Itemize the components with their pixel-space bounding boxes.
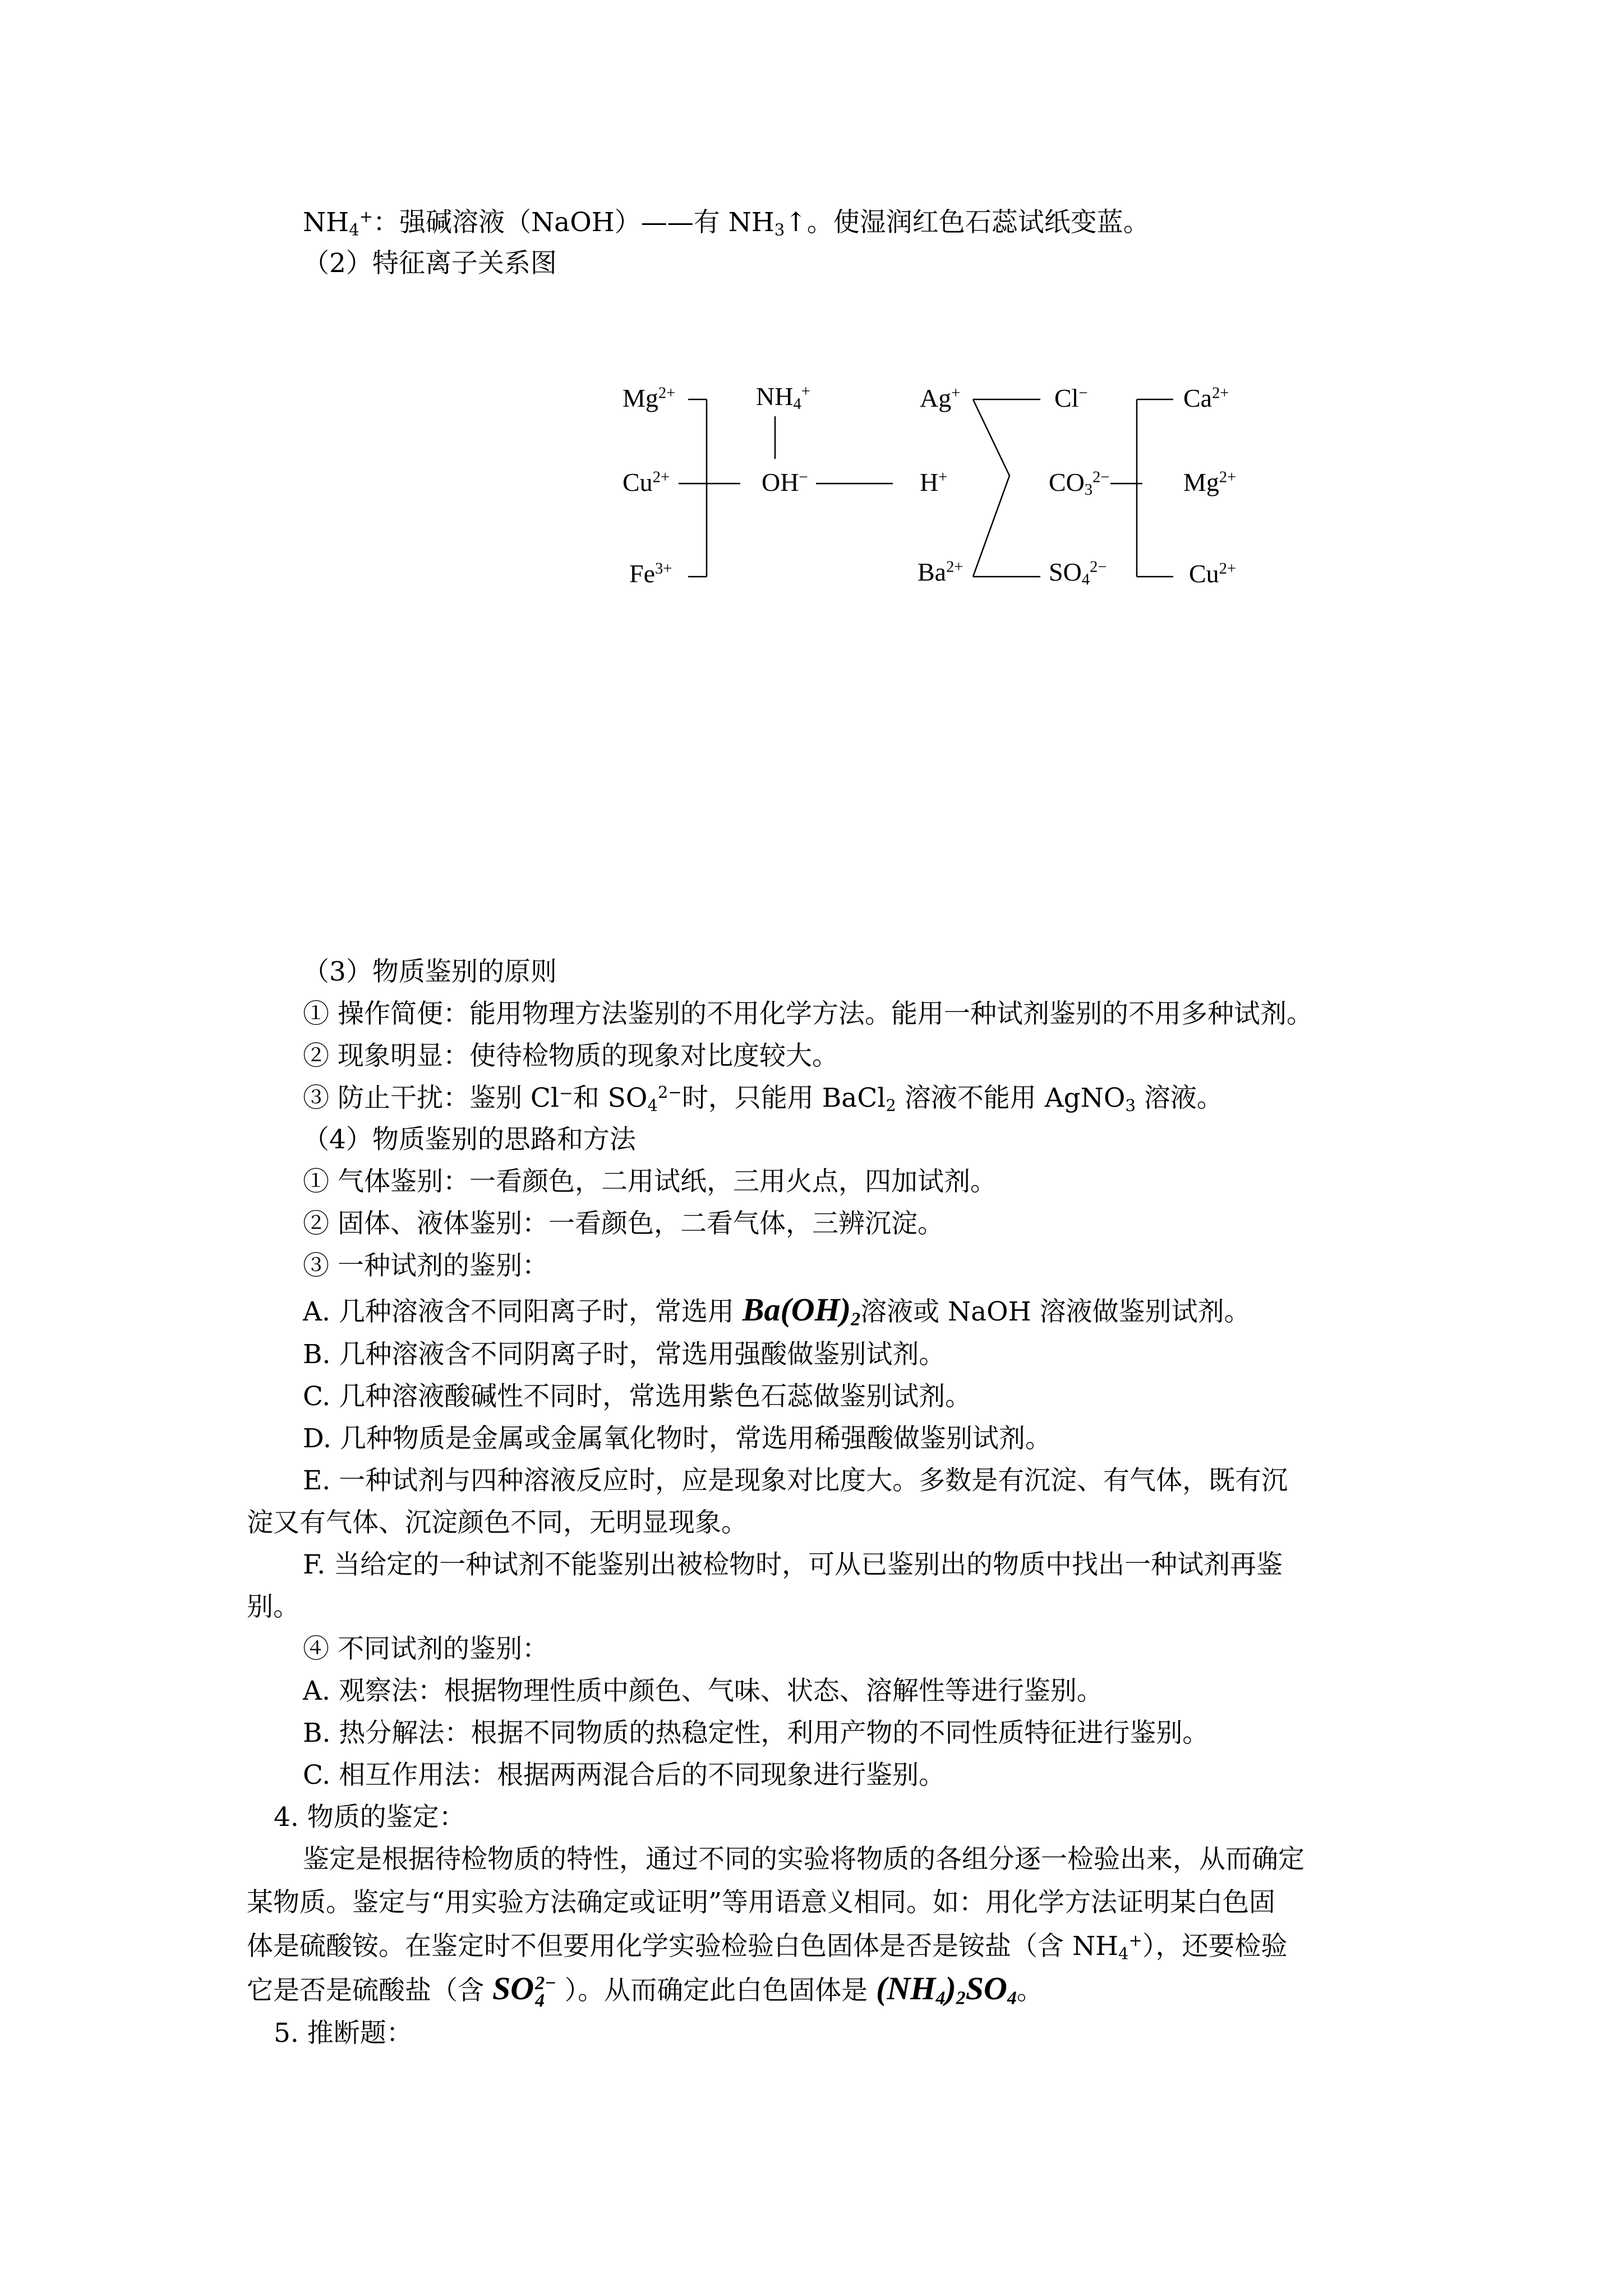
- ba-oh-2-formula: Ba(OH): [742, 1291, 851, 1328]
- ion-so4: $SO_4^{2-}$: [1049, 558, 1107, 589]
- identification-para-line2: 某物质。鉴定与“用实验方法确定或证明”等用语意义相同。如：用化学方法证明某白色固: [247, 1887, 1276, 1918]
- ion-relationship-diagram: [606, 365, 1256, 611]
- nh4-ion: NH: [303, 207, 349, 238]
- method-item-a: A. 几种溶液含不同阳离子时，常选用 $Ba(OH)_2$溶液或 NaOH 溶液做鉴别试剂。: [303, 1291, 1251, 1330]
- method-one-reagent: ③ 一种试剂的鉴别：: [303, 1250, 548, 1281]
- identification-para-line4: 它是否是硫酸盐（含 SO 2− 4 ）。从而确定此白色固体是 $(NH_4)_2SO_4$。: [247, 1970, 1043, 2011]
- method-observe: A. 观察法：根据物理性质中颜色、气味、状态、溶解性等进行鉴别。: [303, 1676, 1103, 1706]
- heading-identification: 4. 物质的鉴定：: [274, 1802, 465, 1833]
- ion-ag: Ag+: [920, 384, 961, 412]
- method-item-c: C. 几种溶液酸碱性不同时，常选用紫色石蕊做鉴别试剂。: [303, 1381, 972, 1412]
- ion-oh: OH−: [762, 468, 808, 496]
- ion-h: H+: [920, 468, 948, 496]
- ion-ba: $Ba^{2+}$: [917, 558, 963, 586]
- method-gas: ① 气体鉴别：一看颜色，二用试纸，三用火点，四加试剂。: [303, 1166, 997, 1197]
- heading-inference: 5. 推断题：: [274, 2018, 413, 2049]
- ion-cu-right: $Cu^{2+}$: [1189, 559, 1237, 588]
- ion-cu-left: $Cu^{2+}$: [623, 468, 670, 496]
- method-item-f-line2: 别。: [247, 1591, 299, 1622]
- identification-para-line3: 体是硫酸铵。在鉴定时不但要用化学实验检验白色固体是否是铵盐（含 $NH_4^+$），还要检验: [247, 1930, 1288, 1963]
- method-item-f-line1: F. 当给定的一种试剂不能鉴别出被检物时，可从已鉴别出的物质中找出一种试剂再鉴: [303, 1549, 1283, 1580]
- section-2-title: （2）特征离子关系图: [303, 248, 557, 279]
- section-4-title: （4）物质鉴别的思路和方法: [303, 1124, 636, 1155]
- ion-fe-left: $Fe^{3+}$: [629, 559, 672, 588]
- method-different-reagents: ④ 不同试剂的鉴别：: [303, 1634, 548, 1664]
- method-item-e-line1: E. 一种试剂与四种溶液反应时，应是现象对比度大。多数是有沉淀、有气体，既有沉: [303, 1465, 1288, 1496]
- ion-nh4: $NH_4^+$: [756, 382, 810, 413]
- ion-cl: Cl−: [1054, 384, 1088, 412]
- so4-formula: SO: [492, 1970, 534, 2007]
- method-item-b: B. 几种溶液含不同阴离子时，常选用强酸做鉴别试剂。: [303, 1339, 946, 1370]
- method-thermal: B. 热分解法：根据不同物质的热稳定性，利用产物的不同性质特征进行鉴别。: [303, 1718, 1209, 1749]
- ion-ca-right: $Ca^{2+}$: [1183, 384, 1229, 412]
- nh4-test-line: $NH_4^+$：强碱溶液（NaOH）——有 $NH_3↑$。使湿润红色石蕊试纸变蓝。: [303, 206, 1150, 240]
- method-item-e-line2: 淀又有气体、沉淀颜色不同，无明显现象。: [247, 1507, 748, 1538]
- section-3-title: （3）物质鉴别的原则: [303, 956, 557, 987]
- method-solid-liquid: ② 固体、液体鉴别：一看颜色，二看气体，三辨沉淀。: [303, 1208, 944, 1239]
- ammonium-sulfate-formula: (NH: [876, 1970, 936, 2007]
- principle-2: ② 现象明显：使待检物质的现象对比度较大。: [303, 1041, 838, 1071]
- ion-mg-left: $Mg^{2+}$: [623, 384, 676, 412]
- method-interaction: C. 相互作用法：根据两两混合后的不同现象进行鉴别。: [303, 1760, 946, 1791]
- identification-para-line1: 鉴定是根据待检物质的特性，通过不同的实验将物质的各组分逐一检验出来，从而确定: [303, 1844, 1304, 1875]
- ion-co3: $CO_3^{2-}$: [1049, 468, 1110, 499]
- principle-1: ① 操作简便：能用物理方法鉴别的不用化学方法。能用一种试剂鉴别的不用多种试剂。: [303, 999, 1313, 1029]
- ion-mg-right: $Mg^{2+}$: [1183, 468, 1237, 496]
- principle-3: ③ 防止干扰：鉴别 Cl⁻和 $SO_4^{2-}$时，只能用 BaCl$_2$ 溶液不能用 AgNO$_3$ 溶液。: [303, 1082, 1223, 1115]
- method-item-d: D. 几种物质是金属或金属氧化物时，常选用稀强酸做鉴别试剂。: [303, 1423, 1052, 1454]
